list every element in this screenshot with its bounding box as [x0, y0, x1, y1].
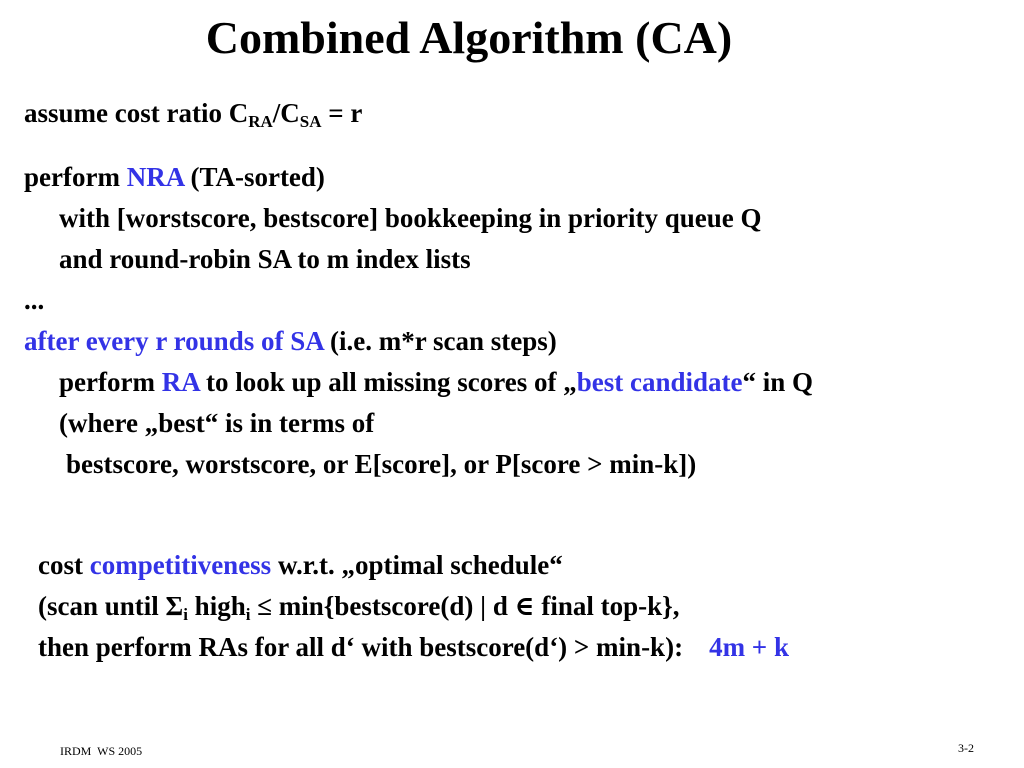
- subscript-i: i: [183, 605, 188, 624]
- footer-course: IRDM WS 2005: [60, 744, 143, 758]
- line-cost-ratio: [24, 96, 362, 130]
- text: ≤ min{bestscore(d) | d ∈ final top-k},: [250, 591, 680, 621]
- line-perform-nra: [24, 160, 325, 194]
- text: perform: [59, 367, 162, 397]
- highlight-after-rounds: after every r rounds of SA: [24, 326, 324, 356]
- line-perform-ra: [59, 365, 813, 399]
- line-cost-competitiveness: [38, 548, 563, 582]
- line-round-robin: and round-robin SA to m index lists: [59, 244, 471, 274]
- text: w.r.t. „optimal schedule“: [271, 550, 563, 580]
- line-bookkeeping: with [worstscore, bestscore] bookkeeping in priority queue Q: [59, 203, 762, 233]
- text: cost: [38, 550, 90, 580]
- text: (i.e. m*r scan steps): [323, 326, 557, 356]
- footer-page-number: 3-2: [958, 741, 974, 755]
- subscript-sa: SA: [299, 112, 322, 131]
- subscript-i: i: [245, 605, 251, 624]
- line-ellipsis: ...: [24, 285, 45, 315]
- line-where-best: (where „best“ is in terms of: [59, 408, 375, 438]
- line-after-rounds: [24, 324, 557, 358]
- text: (scan until Σ: [38, 591, 184, 621]
- line-scan-until: [38, 589, 680, 623]
- highlight-ra: RA: [161, 367, 200, 397]
- highlight-nra: NRA: [126, 162, 184, 192]
- line-perform-ras: [38, 630, 789, 664]
- text: assume cost ratio C: [24, 98, 249, 128]
- text: /C: [272, 98, 300, 128]
- text: “ in Q: [742, 367, 814, 397]
- text: perform: [24, 162, 127, 192]
- highlight-competitiveness: competitiveness: [89, 550, 272, 580]
- text: (TA-sorted): [183, 162, 325, 192]
- highlight-result: 4m + k: [709, 632, 789, 662]
- line-score-options: bestscore, worstscore, or E[score], or P[score > min-k]): [66, 449, 697, 479]
- text: high: [187, 591, 246, 621]
- text: to look up all missing scores of „: [199, 367, 577, 397]
- highlight-best-candidate: best candidate: [576, 367, 743, 397]
- subscript-ra: RA: [248, 112, 273, 131]
- text: = r: [321, 98, 363, 128]
- text: then perform RAs for all d‘ with bestscore(d‘) > min-k):: [38, 632, 684, 662]
- slide-title: Combined Algorithm (CA): [205, 12, 733, 63]
